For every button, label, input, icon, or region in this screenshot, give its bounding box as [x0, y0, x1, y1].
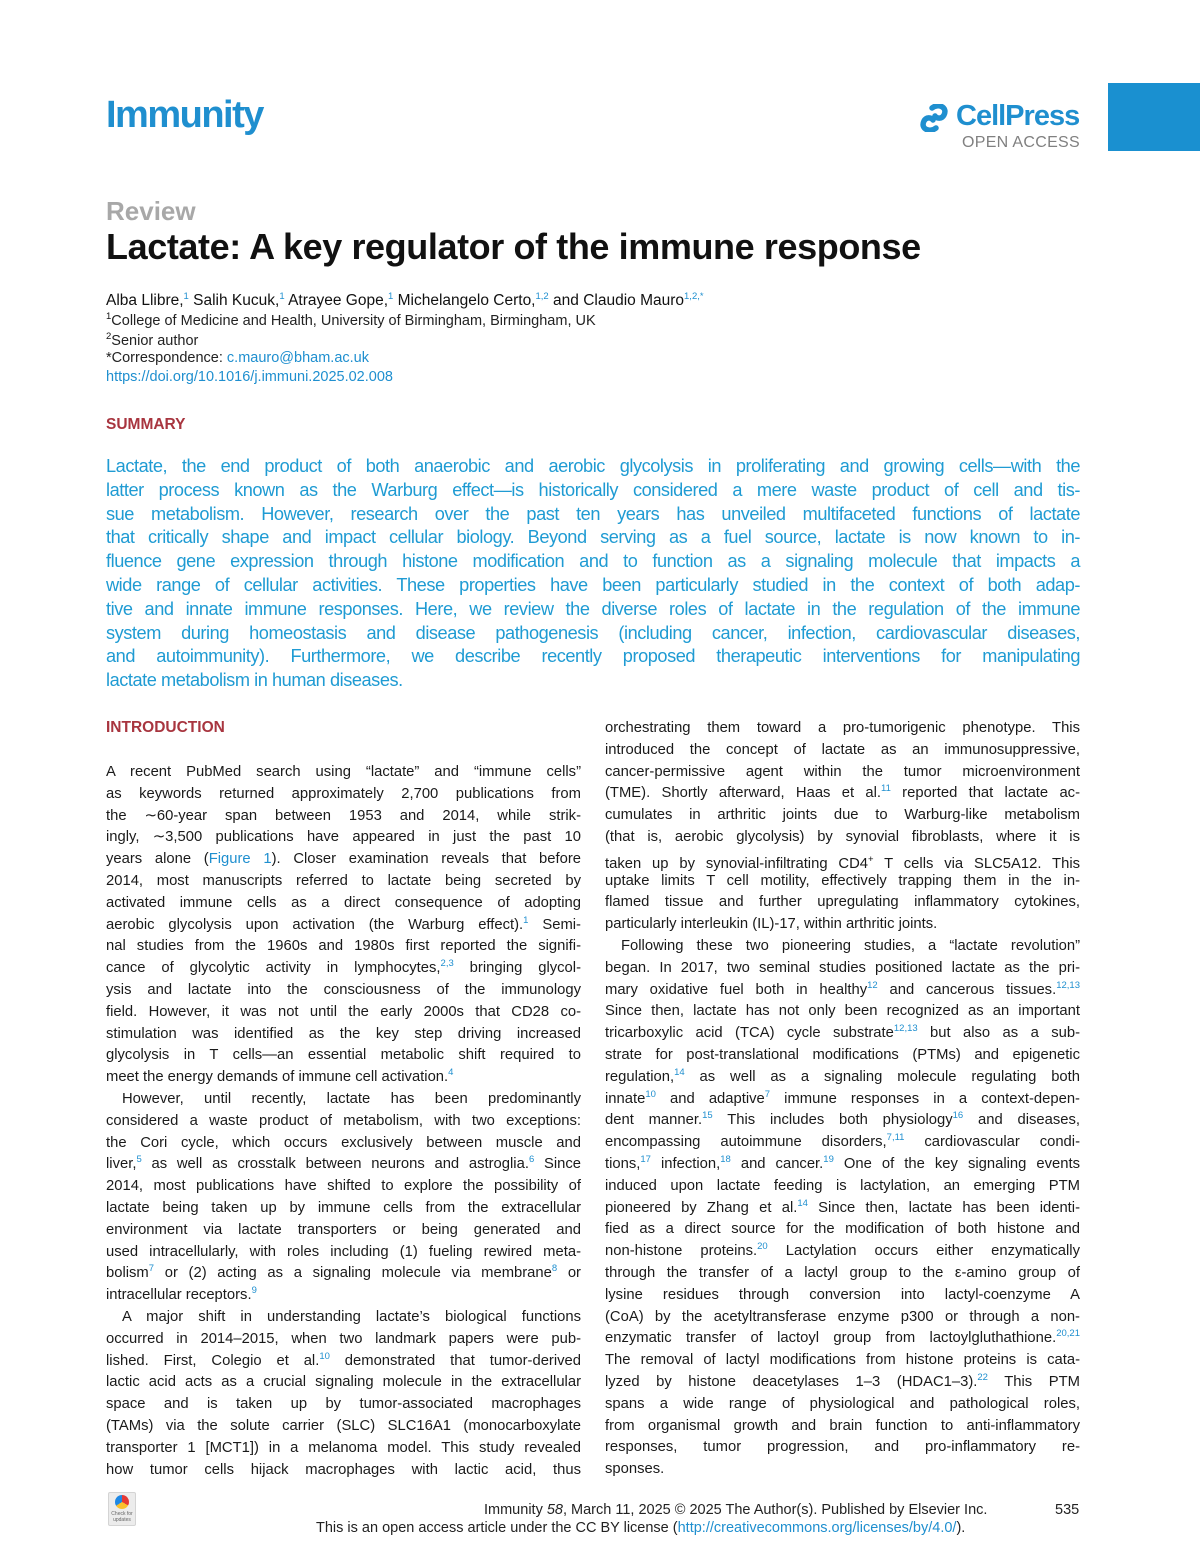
body-text: dent manner.	[605, 1112, 703, 1129]
body-text: orchestrating them toward a pro-tumorigenic phenotype. This	[605, 720, 1080, 736]
body-text-line	[106, 849, 581, 871]
check-updates-icon	[115, 1495, 129, 1509]
open-access-label: OPEN ACCESS	[961, 134, 1080, 151]
citation-ref-link[interactable]: 12,13	[893, 1023, 918, 1035]
body-text: or	[557, 1265, 581, 1282]
body-text: strate for post-translational modifications (PTMs) and epigenetic	[605, 1046, 1080, 1063]
footer-citation	[484, 1502, 987, 1518]
body-text: cance of glycolytic activity in lymphocytes,	[106, 960, 441, 977]
body-text: space and is taken up by tumor-associated macrophages	[106, 1396, 581, 1413]
body-text: liver,	[106, 1156, 137, 1173]
body-text-line	[605, 827, 1080, 849]
body-text-line	[605, 1285, 1080, 1307]
body-text: sponses.	[605, 1461, 665, 1478]
journal-color-tab	[1108, 83, 1200, 151]
body-text: used intracellularly, with roles including (1) fueling rewired meta-	[106, 1243, 581, 1260]
body-text: lyzed by histone deacetylases 1–3 (HDAC1–3).	[605, 1373, 978, 1390]
summary-line: lactate metabolism in human diseases.	[106, 670, 403, 691]
body-text-line	[605, 871, 1080, 893]
body-text-line	[106, 1416, 581, 1438]
body-text: considered a waste product of metabolism, with two exceptions:	[106, 1112, 581, 1129]
body-text: spans a wide range of physiological and pathological roles,	[605, 1395, 1080, 1412]
introduction-left-column	[106, 762, 581, 1481]
body-text: lactic acid acts as a crucial signaling molecule in the extracellular	[106, 1374, 581, 1391]
license-close: ).	[956, 1520, 966, 1536]
citation-ref-link[interactable]: 1	[523, 914, 529, 926]
body-text: through the transfer of a lactyl group to the ε-amino group of	[605, 1264, 1080, 1281]
body-text: cardiovascular condi-	[904, 1134, 1080, 1151]
body-text: A major shift in understanding lactate’s biological functions	[122, 1308, 581, 1325]
body-text: tions,	[605, 1155, 641, 1172]
body-text-line	[106, 1263, 581, 1285]
body-text-line	[605, 1459, 1080, 1481]
body-text-line	[106, 784, 581, 806]
body-text: induced upon lactate feeding is lactylation, an emerging PTM	[605, 1177, 1080, 1194]
body-text-line	[106, 1133, 581, 1155]
body-text-line	[106, 762, 581, 784]
footer-volume: 58	[546, 1502, 563, 1518]
citation-ref-link[interactable]: 7,11	[886, 1132, 905, 1144]
summary-line: wide range of cellular activities. These properties have been particularly studied in the context of both adap-	[106, 574, 1080, 595]
cellpress-logo[interactable]	[918, 100, 1082, 156]
body-text-line	[605, 805, 1080, 827]
author-name: Alba Llibre,	[106, 292, 184, 309]
body-text: particularly interleukin (IL)-17, within arthritic joints.	[605, 916, 938, 933]
body-text-line	[106, 871, 581, 893]
citation-ref-link[interactable]: 5	[136, 1154, 142, 1166]
body-text: uptake limits T cell motility, effectively trapping them in the in-	[605, 872, 1080, 889]
body-text: how tumor cells hijack macrophages with lactic acid, thus	[106, 1461, 581, 1478]
citation-ref-link[interactable]: 10	[319, 1350, 330, 1362]
body-text-line	[106, 1154, 581, 1176]
body-text: (CoA) by the acetyltransferase enzyme p300 or through a non-	[605, 1308, 1080, 1325]
senior-author-note	[106, 331, 198, 349]
check-for-updates-badge[interactable]	[108, 1492, 136, 1526]
body-text: cancer-permissive agent within the tumor microenvironment	[605, 763, 1080, 780]
article-type: Review	[106, 196, 196, 226]
citation-ref-link[interactable]: 16	[952, 1110, 964, 1122]
superscript: +	[868, 853, 874, 865]
body-text: intracellular receptors.	[106, 1287, 252, 1304]
body-text: and adaptive	[655, 1090, 765, 1107]
body-text: ). Closer examination reveals that before	[271, 851, 581, 868]
body-text: demonstrated that tumor-derived	[329, 1352, 581, 1369]
body-text-line	[106, 1372, 581, 1394]
body-text-line	[106, 980, 581, 1002]
footer-citation-rest: , March 11, 2025 © 2025 The Author(s). Published by Elsevier Inc.	[562, 1502, 988, 1518]
body-text: meet the energy demands of immune cell activation.	[106, 1069, 449, 1086]
body-text-line	[605, 1023, 1080, 1045]
body-text: Semi-	[528, 916, 581, 933]
body-text: (TME). Shortly afterward, Haas et al.	[605, 785, 882, 802]
body-text: 2014, most publications have shifted to explore the possibility of	[106, 1178, 581, 1195]
body-text-line	[605, 1219, 1080, 1241]
cellpress-wordmark: CellPress	[956, 100, 1080, 132]
body-text: T cells via SLC5A12. This	[873, 855, 1080, 872]
cellpress-link-icon	[918, 104, 950, 132]
body-text: 2014, most manuscripts referred to lactate being secreted by	[106, 872, 581, 889]
footer-license	[316, 1520, 965, 1536]
body-text-line	[106, 1220, 581, 1242]
body-text: mary oxidative fuel both in healthy	[605, 981, 868, 998]
body-text-line	[106, 1111, 581, 1133]
body-text-line	[605, 1132, 1080, 1154]
body-text-line	[106, 1024, 581, 1046]
citation-ref-link[interactable]: 9	[251, 1285, 257, 1297]
summary-line: sue metabolism. However, research over the past ten years has unveiled multifaceted functions of lactate	[106, 503, 1080, 524]
body-text: and diseases,	[963, 1112, 1080, 1129]
author-affiliation-mark[interactable]: 1	[388, 291, 394, 302]
citation-ref-link[interactable]: 10	[645, 1088, 656, 1100]
body-text-line	[605, 958, 1080, 980]
body-text: non-histone proteins.	[605, 1243, 758, 1260]
body-text: bolism	[106, 1265, 149, 1282]
body-text-line	[605, 1045, 1080, 1067]
body-text: lactate being taken up by immune cells from the extracellular	[106, 1199, 581, 1216]
body-text-line	[605, 1154, 1080, 1176]
body-text: encompassing autoimmune disorders,	[605, 1134, 887, 1151]
body-text: tricarboxylic acid (TCA) cycle substrate	[605, 1025, 894, 1042]
body-text-line	[106, 1176, 581, 1198]
citation-ref-link[interactable]: 14	[674, 1066, 685, 1078]
body-text-line	[605, 1067, 1080, 1089]
author-name: Salih Kucuk,	[193, 292, 280, 309]
body-text: bringing glycol-	[453, 960, 581, 977]
body-text-line	[605, 914, 1080, 936]
summary-line: that critically shape and impact cellular biology. Beyond serving as a fuel source, lactate is now known to in-	[106, 527, 1080, 548]
author-name: and Claudio Mauro	[553, 292, 685, 309]
body-text-line	[605, 980, 1080, 1002]
body-text: (that is, aerobic glycolysis) by synovial fibroblasts, where it is	[605, 828, 1080, 845]
body-text-line	[106, 1438, 581, 1460]
body-text: This includes both physiology	[712, 1112, 953, 1129]
body-text: lished. First, Colegio et al.	[106, 1352, 320, 1369]
body-text: (TAMs) via the solute carrier (SLC) SLC16A1 (monocarboxylate	[106, 1417, 581, 1434]
citation-ref-link[interactable]: 11	[881, 783, 891, 795]
body-text: glycolysis in T cells—an essential metabolic shift required to	[106, 1047, 581, 1064]
summary-line: fluence gene expression through histone modification and to function as a signaling molecule that impacts a	[106, 551, 1080, 572]
affiliation-text: College of Medicine and Health, University of Birmingham, Birmingham, UK	[111, 313, 596, 329]
doi-link[interactable]: https://doi.org/10.1016/j.immuni.2025.02.008	[106, 369, 393, 385]
citation-ref-link[interactable]: 2,3	[440, 958, 454, 970]
citation-ref-link[interactable]: 19	[823, 1153, 834, 1165]
body-text: regulation,	[605, 1068, 675, 1085]
author-affiliation-mark[interactable]: 1	[279, 291, 285, 302]
body-text-line	[106, 1460, 581, 1482]
body-text-line	[605, 1437, 1080, 1459]
citation-ref-link[interactable]: 14	[797, 1197, 808, 1209]
body-text-line	[605, 1263, 1080, 1285]
body-text: environment via lactate transporters or being generated and	[106, 1221, 581, 1238]
body-text-line	[605, 1001, 1080, 1023]
body-text-line	[605, 936, 1080, 958]
body-text-line	[106, 1198, 581, 1220]
body-text: activated immune cells as a direct consequence of adopting	[106, 894, 581, 911]
summary-line: latter process known as the Warburg effect—is historically considered a mere waste product of cell and tis-	[106, 479, 1080, 500]
senior-note-text: Senior author	[111, 333, 199, 349]
body-text: as well as crosstalk between neurons and astroglia.	[141, 1156, 529, 1173]
license-text: This is an open access article under the CC BY license (	[316, 1520, 678, 1536]
citation-ref-link[interactable]: 8	[551, 1263, 558, 1275]
body-text-line	[106, 1394, 581, 1416]
citation-ref-link[interactable]: 22	[977, 1371, 988, 1383]
body-text: Lactylation occurs either enzymatically	[767, 1243, 1080, 1260]
body-text: ingly, ∼3,500 publications have appeared in just the past 10	[106, 829, 581, 846]
body-text-line	[106, 1045, 581, 1067]
body-text: or (2) acting as a signaling molecule via membrane	[154, 1265, 552, 1282]
body-text: occurred in 2014–2015, when two landmark papers were pub-	[106, 1330, 581, 1347]
body-text-line	[106, 1002, 581, 1024]
body-text: responses, tumor progression, and pro-inflammatory re-	[605, 1439, 1080, 1456]
body-text: However, until recently, lactate has been predominantly	[122, 1090, 581, 1107]
body-text: immune responses in a context-depen-	[770, 1090, 1080, 1107]
body-text: the Cori cycle, which occurs exclusively between muscle and	[106, 1134, 581, 1151]
citation-ref-link[interactable]: 6	[528, 1154, 535, 1166]
body-text: stimulation was identified as the key step driving increased	[106, 1025, 581, 1042]
body-text: the ∼60-year span between 1953 and 2014, while strik-	[106, 807, 581, 824]
body-text-line	[605, 1328, 1080, 1350]
body-text-line	[106, 936, 581, 958]
summary-text	[106, 455, 1080, 693]
summary-line: system during homeostasis and disease pathogenesis (including cancer, infection, cardiovascular diseases,	[106, 622, 1080, 643]
citation-ref-link[interactable]: 12	[867, 979, 878, 991]
correspondence-label: *Correspondence:	[106, 350, 227, 366]
citation-ref-link[interactable]: 12,13	[1056, 979, 1080, 991]
article-title: Lactate: A key regulator of the immune response	[106, 226, 921, 267]
correspondence	[106, 350, 369, 366]
summary-line: tive and innate immune responses. Here, we review the diverse roles of lactate in the regulation of the immune	[106, 598, 1080, 619]
check-updates-label: Check for updates	[111, 1511, 133, 1523]
body-text-line	[605, 1416, 1080, 1438]
body-text: but also as a sub-	[917, 1025, 1080, 1042]
body-text: cumulates in arthritic joints due to Warburg-like metabolism	[605, 807, 1080, 824]
author-affiliation-mark[interactable]: 1,2,*	[684, 291, 704, 302]
body-text-line	[106, 893, 581, 915]
body-text-line	[605, 1307, 1080, 1329]
body-text-line	[106, 1089, 581, 1111]
body-text: One of the key signaling events	[833, 1155, 1080, 1172]
body-text: taken up by synovial-infiltrating CD4	[605, 855, 869, 872]
body-text: innate	[605, 1090, 646, 1107]
body-text-line	[106, 1242, 581, 1264]
body-text-line	[605, 783, 1080, 805]
body-text: The removal of lactyl modifications from histone proteins is cata-	[605, 1352, 1080, 1369]
body-text-line	[106, 806, 581, 828]
body-text-line	[605, 718, 1080, 740]
author-affiliation-mark[interactable]: 1,2	[535, 291, 549, 302]
author-list	[106, 291, 704, 310]
citation-ref-link[interactable]: 7	[764, 1088, 771, 1100]
body-text: and cancer.	[730, 1155, 824, 1172]
body-text-line	[106, 827, 581, 849]
body-text: as keywords returned approximately 2,700 publications from	[106, 785, 581, 802]
body-text: aerobic glycolysis upon activation (the Warburg effect).	[106, 916, 524, 933]
body-text-line	[106, 1067, 581, 1089]
body-text-line	[605, 1089, 1080, 1111]
body-text: ysis and lactate into the consciousness of the immunology	[106, 981, 581, 998]
body-text: Since	[534, 1156, 581, 1173]
citation-ref-link[interactable]: 15	[702, 1110, 713, 1122]
affiliation	[106, 311, 596, 329]
body-text: years alone (	[106, 851, 209, 868]
citation-ref-link[interactable]: 7	[148, 1263, 155, 1275]
body-text: A recent PubMed search using “lactate” and “immune cells”	[106, 764, 581, 780]
body-text-line	[106, 915, 581, 937]
citation-ref-link[interactable]: 18	[720, 1153, 731, 1165]
author-name: Michelangelo Certo,	[397, 292, 536, 309]
body-text-line	[106, 958, 581, 980]
body-text: reported that lactate ac-	[890, 785, 1080, 802]
summary-line: Lactate, the end product of both anaerobic and aerobic glycolysis in proliferating and growing cells—with the	[106, 456, 1080, 476]
author-affiliation-mark[interactable]: 1	[183, 291, 189, 302]
citation-ref-link[interactable]: 4	[448, 1067, 454, 1079]
citation-ref-link[interactable]: 17	[640, 1153, 651, 1165]
body-text: transporter 1 [MCT1]) in a melanoma model. This study revealed	[106, 1439, 581, 1456]
body-text-line	[605, 1241, 1080, 1263]
body-text: fied as a direct source for the modification of both histone and	[605, 1221, 1080, 1238]
body-text: began. In 2017, two seminal studies positioned lactate as the pri-	[605, 959, 1080, 976]
body-text-line	[605, 849, 1080, 871]
figure-link[interactable]: Figure 1	[208, 851, 272, 868]
body-text: introduced the concept of lactate as an immunosuppressive,	[605, 741, 1080, 758]
body-text: lysine residues through conversion into lactyl-coenzyme A	[605, 1286, 1080, 1303]
body-text: Since then, lactate has been identi-	[807, 1199, 1080, 1216]
affiliation-mark: 1	[106, 311, 112, 322]
body-text-line	[106, 1285, 581, 1307]
body-text-line	[605, 1350, 1080, 1372]
body-text: nal studies from the 1960s and 1980s first reported the signifi-	[106, 938, 581, 955]
body-text: flamed tissue and further upregulating inflammatory cytokines,	[605, 894, 1080, 911]
correspondence-email-link[interactable]: c.mauro@bham.ac.uk	[226, 350, 369, 366]
body-text-line	[605, 1198, 1080, 1220]
citation-ref-link[interactable]: 20	[757, 1241, 768, 1253]
body-text: as well as a signaling molecule regulating both	[684, 1068, 1080, 1085]
body-text: Since then, lactate has not only been recognized as an important	[605, 1003, 1080, 1020]
body-text: and cancerous tissues.	[877, 981, 1057, 998]
introduction-right-column	[605, 718, 1080, 1481]
author-name: Atrayee Gope,	[288, 292, 389, 309]
senior-mark: 2	[106, 331, 112, 342]
body-text-line	[605, 1176, 1080, 1198]
body-text: enzymatic transfer of lactoyl group from lactoylgluthathione.	[605, 1330, 1057, 1347]
body-text-line	[605, 762, 1080, 784]
journal-name: Immunity	[106, 94, 263, 136]
summary-heading: SUMMARY	[106, 416, 186, 433]
body-text: Following these two pioneering studies, a “lactate revolution”	[621, 937, 1080, 954]
introduction-heading: INTRODUCTION	[106, 719, 225, 736]
page-number: 535	[1055, 1502, 1080, 1518]
footer-journal: Immunity	[484, 1502, 547, 1518]
body-text-line	[106, 1307, 581, 1329]
citation-ref-link[interactable]: 20,21	[1056, 1328, 1080, 1340]
body-text-line	[605, 1394, 1080, 1416]
body-text-line	[605, 1372, 1080, 1394]
body-text: from organismal growth and brain function to anti-inflammatory	[605, 1417, 1080, 1434]
body-text-line	[605, 1110, 1080, 1132]
body-text: This PTM	[987, 1373, 1080, 1390]
body-text-line	[605, 892, 1080, 914]
summary-line: and autoimmunity). Furthermore, we describe recently proposed therapeutic interventions for manipulating	[106, 646, 1080, 667]
body-text: pioneered by Zhang et al.	[605, 1199, 798, 1216]
license-link[interactable]: http://creativecommons.org/licenses/by/4.0/	[677, 1520, 957, 1536]
body-text: infection,	[650, 1155, 721, 1172]
body-text-line	[605, 740, 1080, 762]
body-text: field. However, it was not until the early 2000s that CD28 co-	[106, 1003, 581, 1020]
body-text-line	[106, 1351, 581, 1373]
body-text-line	[106, 1329, 581, 1351]
